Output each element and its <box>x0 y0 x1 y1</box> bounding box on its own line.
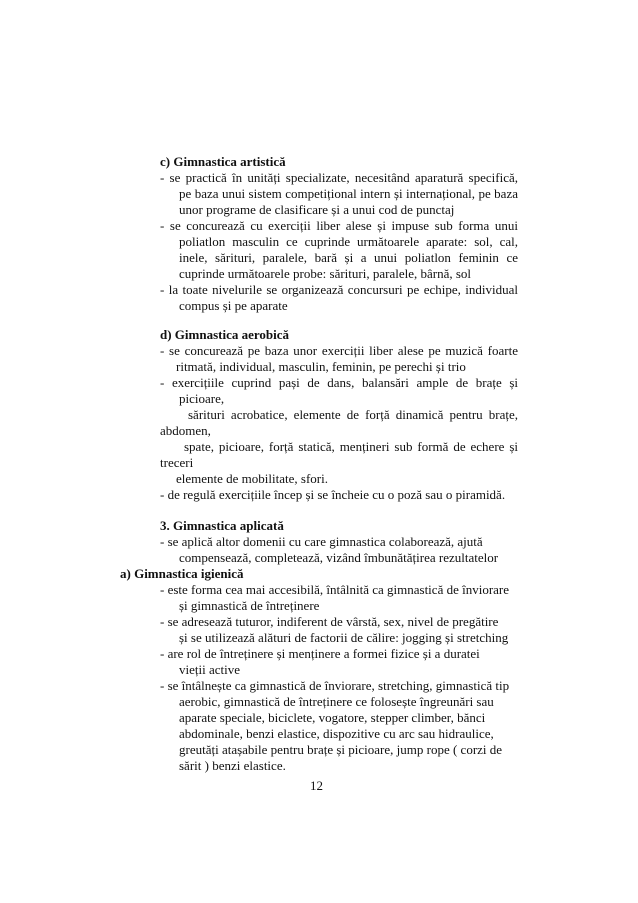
section-heading-artistic: c) Gimnastica artistică <box>160 154 286 169</box>
text-line: - se adresează tuturor, indiferent de vârstă, sex, nivel de pregătire <box>160 614 499 629</box>
text-line: inele, sărituri, paralele, bară și a unui poliatlon feminin ce <box>179 250 518 265</box>
text-line: - se concurează pe baza unor exerciții liber alese pe muzică foarte <box>160 343 518 358</box>
text-line: - se concurează cu exerciții liber alese și impuse sub forma unui <box>160 218 518 233</box>
section-heading-hygienic: a) Gimnastica igienică <box>120 566 244 581</box>
text-line: pe baza unui sistem competițional intern și internațional, pe baza <box>179 186 518 201</box>
text-line: - se aplică altor domenii cu care gimnastica colaborează, ajută <box>160 534 483 549</box>
text-line: treceri <box>160 455 194 470</box>
text-line: - este forma cea mai accesibilă, întâlnită ca gimnastică de înviorare <box>160 582 510 597</box>
text-line: unor programe de clasificare și a unui cod de punctaj <box>179 202 455 217</box>
text-line: poliatlon masculin ce cuprinde următoarele aparate: sol, cal, <box>179 234 518 249</box>
text-line: - se întâlnește ca gimnastică de înviorare, stretching, gimnastică tip <box>160 678 510 693</box>
text-line: aparate speciale, biciclete, vogatore, stepper climber, bănci <box>179 710 486 725</box>
text-line: compus și pe aparate <box>179 298 288 313</box>
text-line: spate, picioare, forță statică, mențineri sub formă de echere și <box>184 439 518 454</box>
text-line: cuprinde următoarele probe: sărituri, paralele, bârnă, sol <box>179 266 472 281</box>
text-line: elemente de mobilitate, sfori. <box>176 471 328 486</box>
text-line: - se practică în unități specializate, necesitând aparatură specifică, <box>160 170 518 185</box>
text-line: - la toate nivelurile se organizează concursuri pe echipe, individual <box>160 282 518 297</box>
text-line: și se utilizează alături de factorii de călire: jogging și stretching <box>179 630 509 645</box>
text-line: - de regulă exercițiile încep și se încheie cu o poză sau o piramidă. <box>160 487 506 502</box>
text-line: - are rol de întreținere și menținere a formei fizice și a duratei <box>160 646 480 661</box>
text-line: abdomen, <box>160 423 211 438</box>
text-line: și gimnastică de întreținere <box>179 598 320 613</box>
text-line: aerobic, gimnastică de întreținere ce folosește îngreunări sau <box>179 694 494 709</box>
text-line: sărituri acrobatice, elemente de forță dinamică pentru brațe, <box>188 407 518 422</box>
page-number: 12 <box>310 778 323 793</box>
section-heading-aerobic: d) Gimnastica aerobică <box>160 327 290 342</box>
text-line: greutăți atașabile pentru brațe și picioare, jump rope ( corzi de <box>179 742 503 757</box>
section-heading-applied: 3. Gimnastica aplicată <box>160 518 284 533</box>
text-line: ritmată, individual, masculin, feminin, pe perechi și trio <box>176 359 466 374</box>
text-line: vieții active <box>179 662 241 677</box>
text-line: - exercițiile cuprind pași de dans, balansări ample de brațe și <box>160 375 518 390</box>
text-line: picioare, <box>179 391 225 406</box>
text-line: abdominale, benzi elastice, dispozitive cu arc sau hidraulice, <box>179 726 494 741</box>
text-line: sărit ) benzi elastice. <box>179 758 286 773</box>
text-line: compensează, completează, vizând îmbunătățirea rezultatelor <box>179 550 499 565</box>
